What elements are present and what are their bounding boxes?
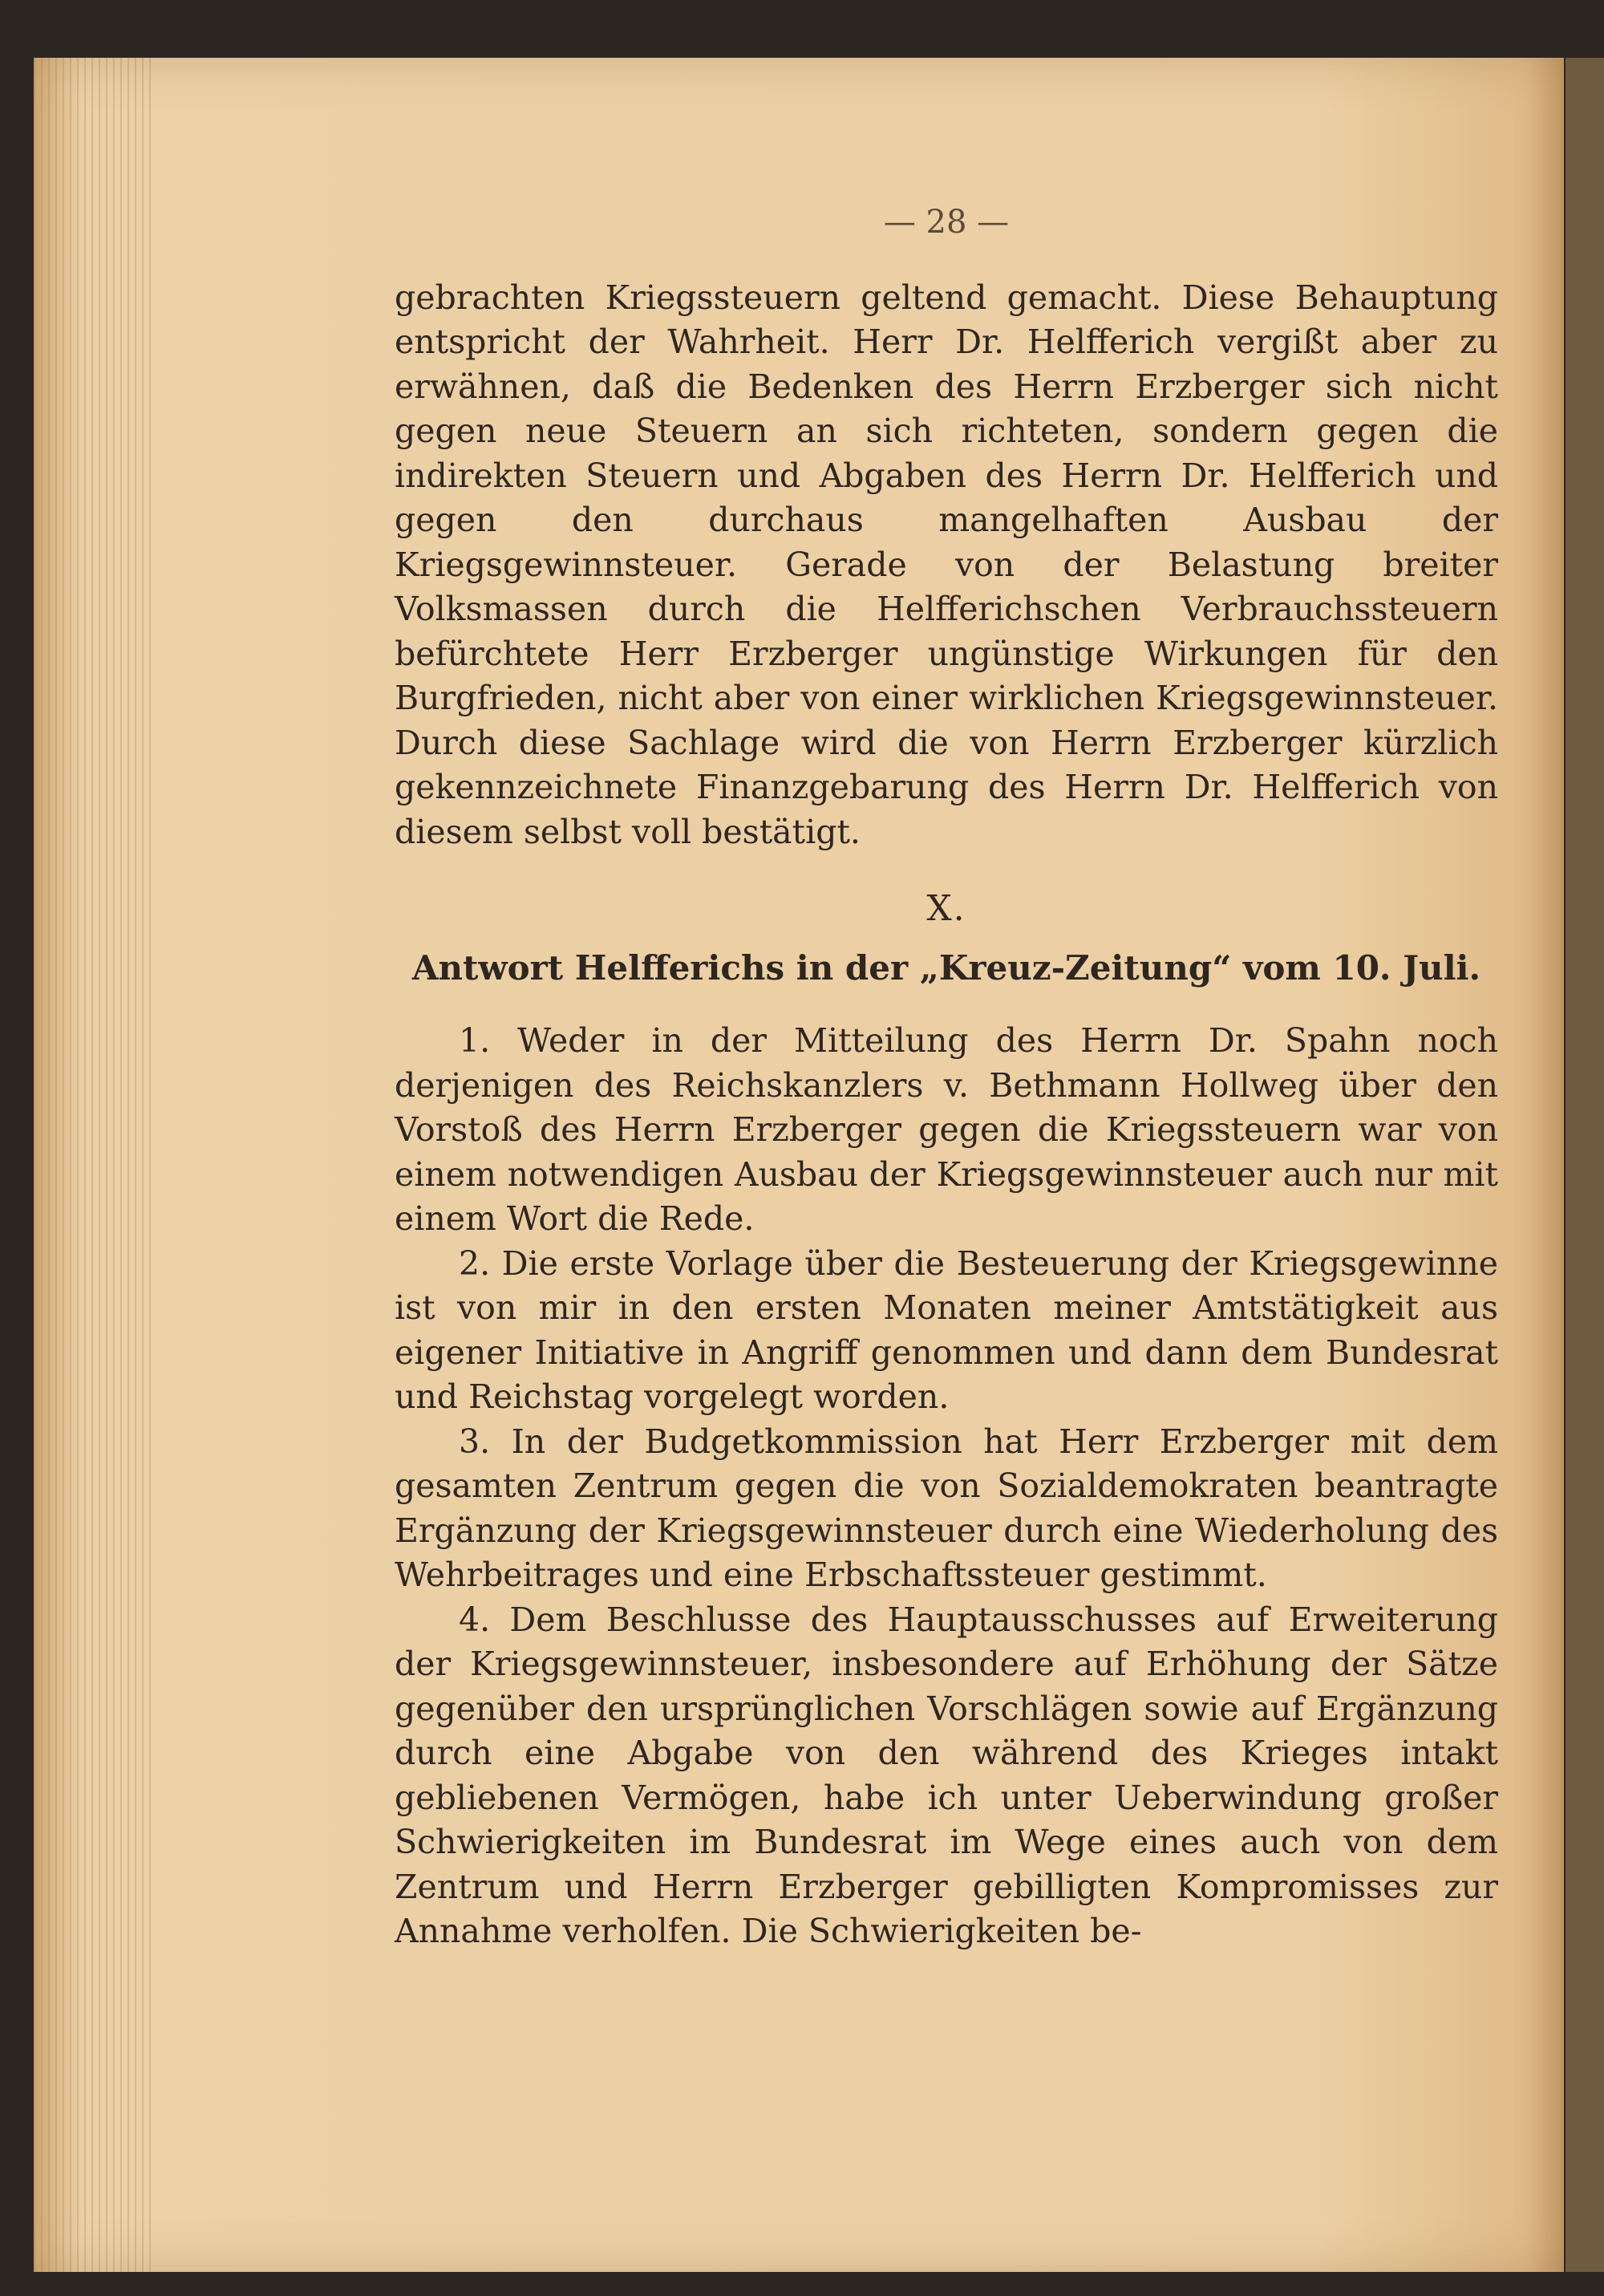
section-numeral: X.: [926, 888, 966, 929]
page-edges-left: [34, 58, 154, 2272]
book-spine-right: [1566, 58, 1604, 2272]
section-heading: Antwort Helfferichs in der „Kreuz-Zeitung“ vom 10. Juli.: [411, 947, 1481, 988]
page-content: [395, 201, 1498, 1954]
list-item-1: 1. Weder in der Mitteilung des Herrn Dr. Spahn noch derjenigen des Reichskanzlers v. Bethmann Hollweg über den Vorstoß des Herrn Erzberger gegen die Kriegssteuern war von einem notwendigen Ausbau der Kriegsgewinnsteuer auch nur mit einem Wort die Rede.: [395, 1021, 1498, 1238]
paragraph-continuation: gebrachten Kriegssteuern geltend gemacht. Diese Behauptung entspricht der Wahrheit. Herr Dr. Helfferich vergißt aber zu erwähnen, daß die Bedenken des Herrn Erzberger sich nicht gegen neue Steuern an sich richteten, sondern gegen die indirekten Steuern und Abgaben des Herrn Dr. Helfferich und gegen den durchaus mangelhaften Ausbau der Kriegsgewinnsteuer. Gerade von der Belastung breiter Volksmassen durch die Helfferichschen Verbrauchssteuern befürchtete Herr Erzberger ungünstige Wirkungen für den Burgfrieden, nicht aber von einer wirklichen Kriegsgewinnsteuer. Durch diese Sachlage wird die von Herrn Erzberger kürzlich gekennzeichnete Finanzgebarung des Herrn Dr. Helfferich von diesem selbst voll bestätigt.: [395, 278, 1498, 851]
page-number: — 28 —: [883, 204, 1010, 241]
list-item-3: 3. In der Budgetkommission hat Herr Erzberger mit dem gesamten Zentrum gegen die von Sozialdemokraten beantragte Ergänzung der Kriegsgewinnsteuer durch eine Wiederholung des Wehrbeitrages und eine Erbschaftssteuer gestimmt.: [395, 1422, 1498, 1594]
list-item-4: 4. Dem Beschlusse des Hauptausschusses auf Erweiterung der Kriegsgewinnsteuer, insbesondere auf Erhöhung der Sätze gegenüber den ursprünglichen Vorschlägen sowie auf Ergänzung durch eine Abgabe von den während des Krieges intakt gebliebenen Vermögen, habe ich unter Ueberwindung großer Schwierigkeiten im Bundesrat im Wege eines auch von dem Zentrum und Herrn Erzberger gebilligten Kompromisses zur Annahme verholfen. Die Schwierigkeiten be-: [395, 1600, 1498, 1950]
list-item-2: 2. Die erste Vorlage über die Besteuerung der Kriegsgewinne ist von mir in den ersten Monaten meiner Amtstätigkeit aus eigener Initiative in Angriff genommen und dann dem Bundesrat und Reichstag vorgelegt worden.: [395, 1243, 1498, 1416]
